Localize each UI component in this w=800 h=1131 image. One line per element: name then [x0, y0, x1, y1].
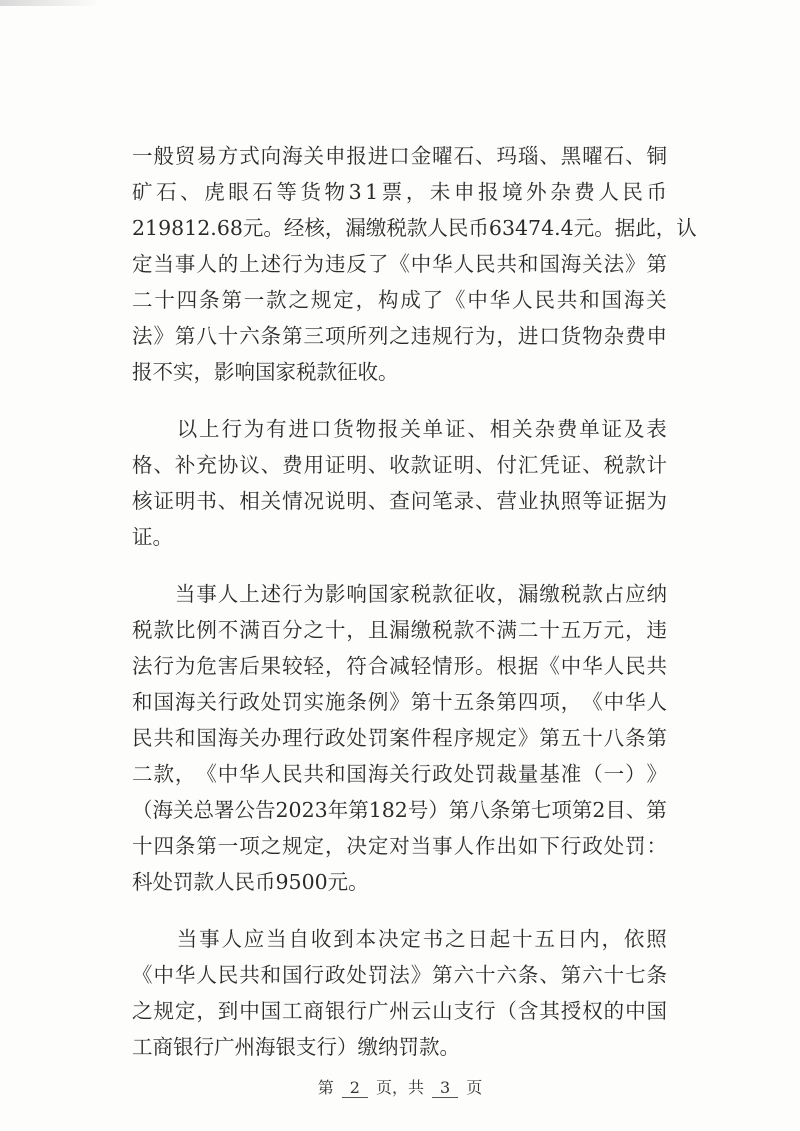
- scan-edge-mark: [0, 0, 100, 6]
- text-line: 《 中 华 人 民 共 和 国 行 政 处 罚 法 》 第 六 十 六 条 、 第 六 十 七 条: [132, 963, 667, 987]
- text-line: 证。: [132, 525, 173, 549]
- text-line: 之 规 定 ， 到 中 国 工 商 银 行 广 州 云 山 支 行 （ 含 其 授 权 的 中 国: [132, 999, 667, 1023]
- body-text: [132, 138, 697, 1065]
- page-footer: [0, 1075, 800, 1098]
- text-line: 科处罚款人民币9500元。: [132, 870, 369, 894]
- text-line: 当 事 人 应 当 自 收 到 本 决 定 书 之 日 起 十 五 日 内 ， 依 照: [176, 927, 667, 951]
- text-line: 格 、 补 充 协 议 、 费 用 证 明 、 收 款 证 明 、 付 汇 凭 证 、 税 款 计: [132, 453, 667, 477]
- page-prefix: 第: [317, 1078, 334, 1097]
- text-line: 当 事 人 上 述 行 为 影 响 国 家 税 款 征 收 ， 漏 缴 税 款 占 应 纳: [174, 582, 667, 606]
- text-line: 十 四 条 第 一 项 之 规 定 ， 决 定 对 当 事 人 作 出 如 下 行 政 处 罚 ：: [132, 834, 667, 858]
- text-line: （ 海 关 总 署 公 告 2 0 2 3 年 第 1 8 2 号 ） 第 八 条 第 七 项 第 2 目 、 第: [132, 798, 667, 822]
- page-total: 3: [432, 1079, 458, 1098]
- text-line: 税 款 比 例 不 满 百 分 之 十 ， 且 漏 缴 税 款 不 满 二 十 五 万 元 ， 违: [132, 618, 667, 642]
- paragraph: [132, 411, 667, 555]
- text-line: 定 当 事 人 的 上 述 行 为 违 反 了 《 中 华 人 民 共 和 国 海 关 法 》 第: [132, 252, 667, 276]
- text-line: 二 十 四 条 第 一 款 之 规 定 ， 构 成 了 《 中 华 人 民 共 和 国 海 关: [132, 288, 667, 312]
- text-line: 工商银行广州海银支行）缴纳罚款。: [132, 1035, 460, 1059]
- text-line: 法 》 第 八 十 六 条 第 三 项 所 列 之 违 规 行 为 ， 进 口 货 物 杂 费 申: [132, 324, 667, 348]
- text-line: 一 般 贸 易 方 式 向 海 关 申 报 进 口 金 曜 石 、 玛 瑙 、 黑 曜 石 、 铜: [132, 144, 667, 168]
- text-line: 以 上 行 为 有 进 口 货 物 报 关 单 证 、 相 关 杂 费 单 证 及 表: [176, 417, 667, 441]
- text-line: 报不实，影响国家税款征收。: [132, 360, 399, 384]
- page-middle: 页，共: [375, 1078, 424, 1097]
- text-line: 矿 石 、 虎 眼 石 等 货 物 3 1 票 ， 未 申 报 境 外 杂 费 人 民 币: [132, 180, 667, 204]
- text-line: 法 行 为 危 害 后 果 较 轻 ， 符 合 减 轻 情 形 。 根 据 《 中 华 人 民 共: [132, 654, 667, 678]
- paragraph: [132, 921, 667, 1065]
- text-line: 和 国 海 关 行 政 处 罚 实 施 条 例 》 第 十 五 条 第 四 项 ， 《 中 华 人: [132, 690, 667, 714]
- text-line: 2 1 9 8 1 2 . 6 8 元 。 经 核 ， 漏 缴 税 款 人 民 币 6 3 4 7 4 . 4 元 。 据 此 ， 认: [132, 216, 697, 240]
- text-line: 核 证 明 书 、 相 关 情 况 说 明 、 查 问 笔 录 、 营 业 执 照 等 证 据 为: [132, 489, 667, 513]
- paragraph: [132, 576, 667, 900]
- page-suffix: 页: [466, 1078, 483, 1097]
- paragraph: [132, 138, 697, 390]
- page-number: 2: [342, 1079, 368, 1098]
- text-line: 二 款 ， 《 中 华 人 民 共 和 国 海 关 行 政 处 罚 裁 量 基 准 （ 一 ） 》: [132, 762, 667, 786]
- text-line: 民 共 和 国 海 关 办 理 行 政 处 罚 案 件 程 序 规 定 》 第 五 十 八 条 第: [132, 726, 667, 750]
